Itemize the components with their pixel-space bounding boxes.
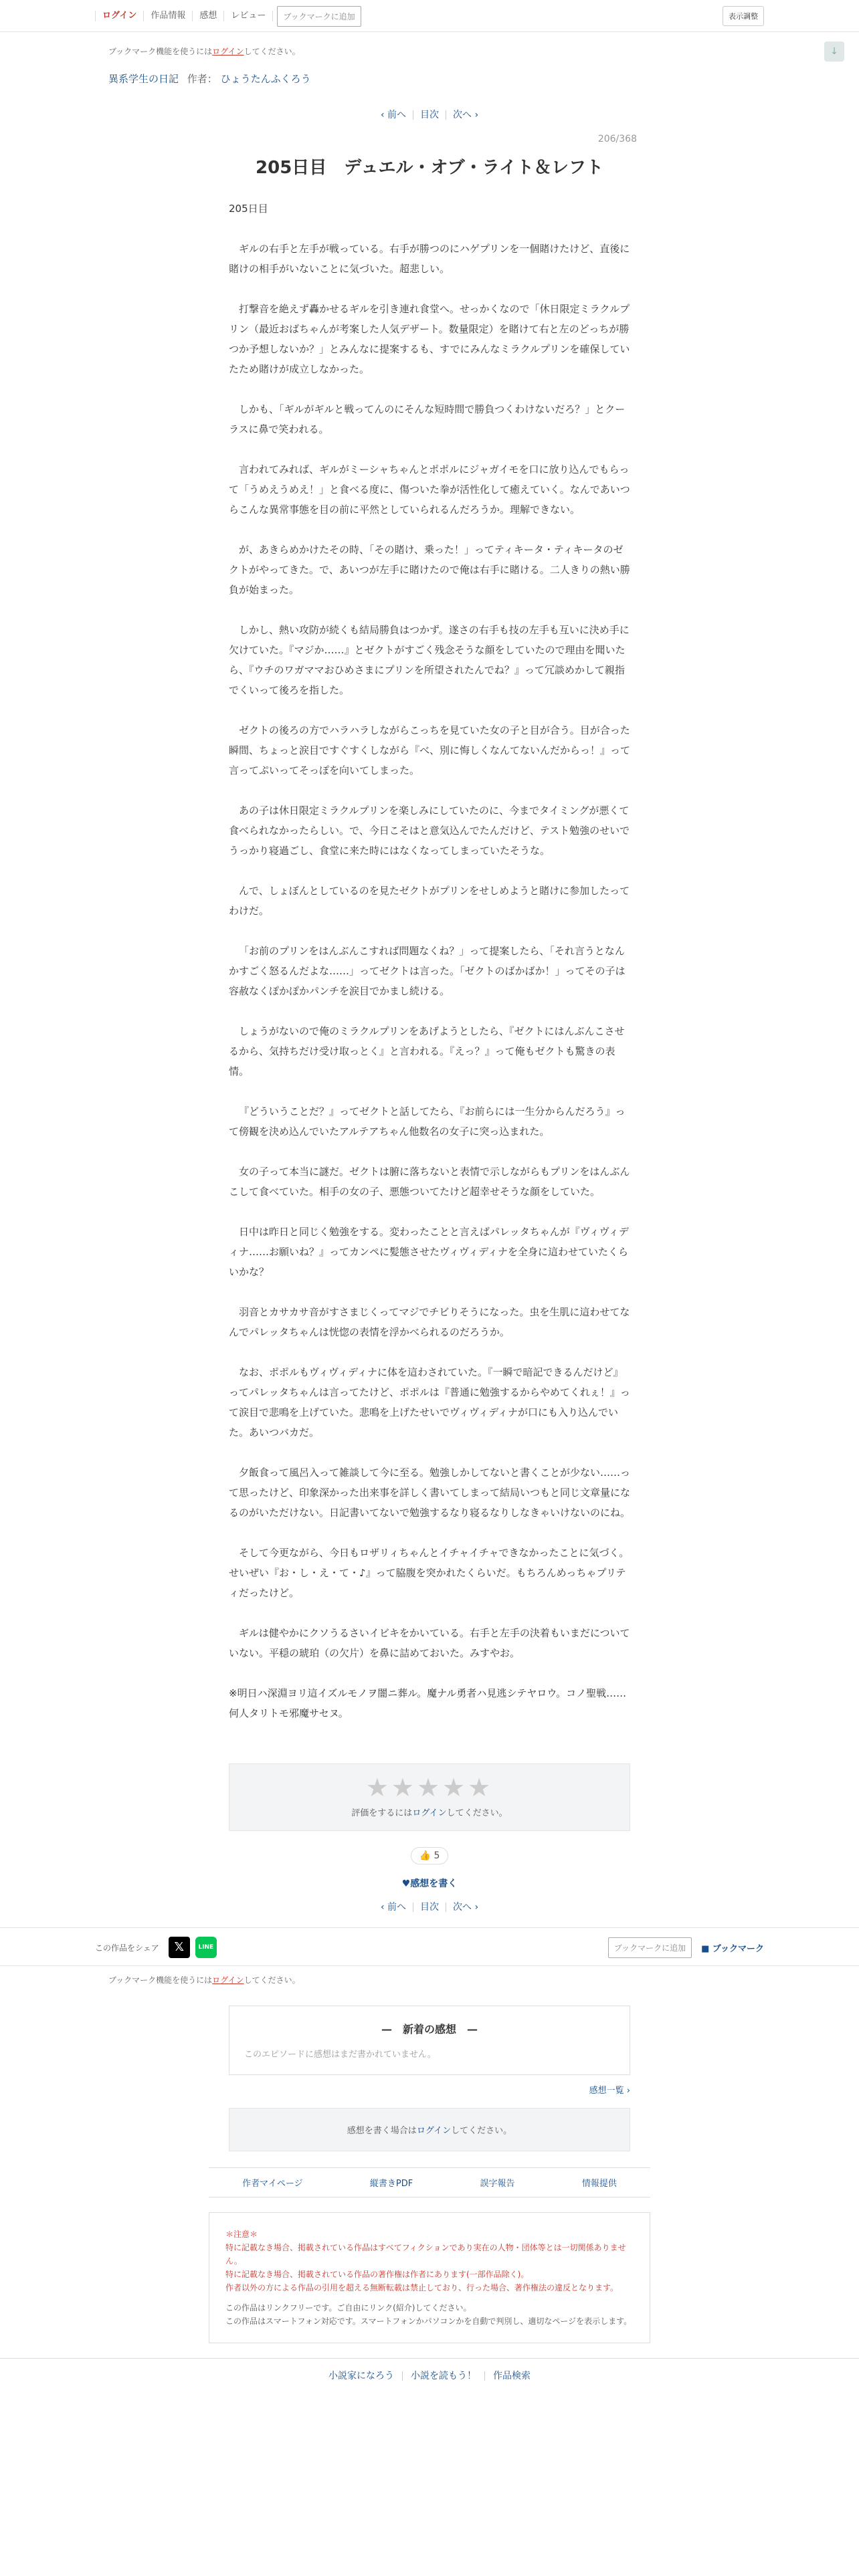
- impression-login-box: 感想を書く場合はログインしてください。: [229, 2108, 630, 2151]
- yomou-link[interactable]: 小説を読もう！: [403, 2371, 485, 2381]
- bottom-navigation: [0, 2358, 859, 2381]
- write-impression-link[interactable]: ♥感想を書く: [401, 1879, 458, 1889]
- search-link[interactable]: 作品検索: [493, 2371, 531, 2381]
- page-number: 206/368: [597, 134, 637, 144]
- paragraph: 打撃音を絶えず轟かせるギルを引き連れ食堂へ。せっかくなので「休日限定ミラクルプリン（最近おばちゃんが考案した人気デザート。数量限定）を賭けて右と左のどっちが勝つか予想しないか？」とみんなに提案するも、すでにみんなミラクルプリンを確保していたため賭けが成立しなかった。: [229, 303, 630, 375]
- paragraph: そして今更ながら、今日もロザリィちゃんとイチャイチャできなかったことに気づく。せいぜい『お・し・え・て・♪』って脇腹を突かれたくらいだ。もちろんめっちゃプリティだったけど。: [229, 1547, 630, 1599]
- narou-link[interactable]: 小説家になろう: [320, 2371, 403, 2381]
- author-link[interactable]: ひょうたんふくろう: [220, 73, 311, 85]
- thumbs-up-icon: 👍: [419, 1850, 432, 1861]
- impression-login-link[interactable]: ログイン: [416, 2126, 452, 2136]
- share-bar: [0, 1927, 859, 1966]
- add-bookmark-button[interactable]: ブックマークに追加: [277, 6, 361, 27]
- bookmark-login-note: ブックマーク機能を使うにはログインしてください。: [108, 47, 300, 56]
- prev-link[interactable]: ‹ 前へ: [374, 110, 413, 120]
- footer-links: [209, 2167, 650, 2197]
- rating-login-note: 評価をするにはログインしてください。: [351, 1808, 508, 1818]
- top-navigation-bar: [0, 0, 859, 32]
- typo-report-link[interactable]: 誤字報告: [480, 2179, 515, 2189]
- paragraph: 日中は昨日と同じく勉強をする。変わったことと言えばパレッタちゃんが『ヴィヴィディナ……お願いね？』ってカンペに髪態させたヴィヴィディナを全身に這わせていたくらいかな？: [229, 1226, 629, 1278]
- prev-link[interactable]: ‹ 前へ: [374, 1903, 413, 1912]
- review-link[interactable]: レビュー: [224, 11, 273, 21]
- rating-box: [229, 1763, 630, 1831]
- login-link[interactable]: ログイン: [95, 11, 144, 21]
- paragraph: 女の子って本当に謎だ。ゼクトは腑に落ちないと表情で示しながらもプリンをはんぶんこして食べていた。相手の女の子、悪態ついてたけど超幸せそうな顔をしていた。: [229, 1166, 630, 1198]
- bookmark-link[interactable]: ■ ブックマーク: [701, 1943, 764, 1954]
- caution-head: ＊注意＊: [225, 2230, 258, 2239]
- paragraph: が、あきらめかけたその時、「その賭け、乗った！」ってティキータ・ティキータのゼクトがやってきた。で、あいつが左手に賭けたので俺は右手に賭ける。二人きりの熱い勝負が始まった。: [229, 544, 630, 596]
- bookmark-login-link[interactable]: ログイン: [212, 47, 244, 56]
- paragraph: しょうがないので俺のミラクルプリンをあげようとしたら、『ゼクトにはんぶんこさせるから、気持ちだけ受け取っとく』と言われる。『えっ？』って俺もゼクトも驚きの表情。: [229, 1025, 625, 1077]
- paragraph: しかも、「ギルがギルと戦ってんのにそんな短時間で勝負つくわけないだろ？」とクーラスに鼻で笑われる。: [229, 403, 626, 435]
- vertical-pdf-link[interactable]: 縦書きPDF: [369, 2179, 413, 2189]
- x-share-icon[interactable]: 𝕏: [169, 1937, 190, 1958]
- rating-login-link[interactable]: ログイン: [412, 1808, 447, 1818]
- paragraph: 言われてみれば、ギルがミーシャちゃんとポポルにジャガイモを口に放り込んでもらって「うめえうめえ！」と食べる度に、傷ついた拳が活性化して癒えていく。なんであいつらこんな異常事態を目の前に平然としていられるんだろうか。理解できない。: [229, 463, 630, 516]
- like-button[interactable]: [411, 1847, 449, 1864]
- add-bookmark-button-2[interactable]: ブックマークに追加: [608, 1937, 692, 1958]
- impressions-list-link[interactable]: 感想一覧 ›: [589, 2086, 630, 2096]
- like-count: 5: [434, 1850, 440, 1861]
- paragraph: ※明日ハ深淵ヨリ這イズルモノヲ闇ニ葬ル。魔ナル勇者ハ見逃シテヤロウ。コノ聖戦……何人タリトモ邪魔サセヌ。: [229, 1687, 627, 1719]
- next-link[interactable]: 次へ ›: [453, 1902, 479, 1913]
- work-info-link[interactable]: 作品情報: [144, 11, 193, 21]
- paragraph: 夕飯食って風呂入って雑談して今に至る。勉強しかしてないと書くことが少ない……って思ったけど、印象深かった出来事を詳しく書いてしまって結局いつもと同じ文章量になるのがいただけない。日記書いてないで勉強するなり寝るなりしなきゃいけないのにね。: [229, 1467, 631, 1519]
- toc-link[interactable]: 目次: [413, 110, 446, 120]
- toc-link[interactable]: 目次: [413, 1903, 446, 1912]
- next-link[interactable]: 次へ ›: [453, 110, 479, 120]
- caution-note: この作品はリンクフリーです。ご自由にリンク(紹介)してください。 この作品はスマートフォン対応です。スマートフォンかパソコンかを自動で判別し、適切なページを表示します。: [225, 2303, 632, 2326]
- bookmark-login-link-2[interactable]: ログイン: [212, 1975, 244, 1985]
- episode-subtitle: 205日目: [229, 203, 268, 215]
- like-area: [0, 1847, 859, 1864]
- paragraph: ゼクトの後ろの方でハラハラしながらこっちを見ていた女の子と目が合う。目が合った瞬間、ちょっと涙目ですぐすくしながら『べ、別に悔しくなんてないんだからっ！』って言ってぷいってそっぽを向いてしまった。: [229, 724, 631, 776]
- author-label: 作者：: [187, 73, 217, 85]
- display-settings-button[interactable]: 表示調整: [723, 6, 764, 26]
- impressions-heading: — 新着の感想 —: [381, 2023, 478, 2036]
- scroll-down-icon[interactable]: ↓: [824, 41, 844, 62]
- caution-line: 特に記載なき場合、掲載されている作品の著作権は作者にあります(一部作品除く)。: [225, 2270, 529, 2279]
- info-provide-link[interactable]: 情報提供: [581, 2179, 617, 2189]
- rating-stars-icon[interactable]: ★★★★★: [365, 1773, 494, 1802]
- novel-body: [229, 199, 630, 1723]
- bookmark-login-note-2: ブックマーク機能を使うにはログインしてください。: [108, 1975, 300, 1985]
- paragraph: ギルは健やかにクソうるさいイビキをかいている。右手と左手の決着もいまだについていない。平穏の琥珀（の欠片）を鼻に詰めておいた。みすやお。: [229, 1627, 630, 1659]
- pager-top: [0, 110, 859, 120]
- caution-box: [209, 2212, 650, 2343]
- share-label: この作品をシェア: [95, 1943, 159, 1953]
- chapter-title: 205日目 デュエル・オブ・ライト＆レフト: [256, 158, 603, 178]
- paragraph: んで、しょぼんとしているのを見たゼクトがプリンをせしめようと賭けに参加したってわけだ。: [229, 885, 630, 917]
- caution-line: 特に記載なき場合、掲載されている作品はすべてフィクションであり実在の人物・団体等とは一切関係ありません。: [225, 2243, 626, 2266]
- series-info: [95, 72, 764, 86]
- paragraph: ギルの右手と左手が戦っている。右手が勝つのにハゲプリンを一個賭けたけど、直後に賭けの相手がいないことに気づいた。超悲しい。: [229, 243, 630, 275]
- impressions-link[interactable]: 感想: [193, 11, 224, 21]
- series-title-link[interactable]: 異系学生の日記: [108, 73, 179, 85]
- new-impressions-box: [229, 2006, 630, 2075]
- author-mypage-link[interactable]: 作者マイページ: [242, 2179, 303, 2189]
- paragraphs: [229, 239, 630, 1723]
- line-share-icon[interactable]: LINE: [195, 1937, 217, 1958]
- paragraph: しかし、熱い攻防が続くも結局勝負はつかず。遂さの右手も技の左手も互いに決め手に欠けていた。『マジか……』とゼクトがすごく残念そうな顔をしていたので理由を聞いたら、『ウチのワガママおひめさまにプリンを所望されたんでね？』って冗談めかして親指でくいって後ろを指した。: [229, 624, 630, 696]
- paragraph: 「お前のプリンをはんぶんこすれば問題なくね？」って提案したら、「それ言うとなんかすごく怒るんだよな……」ってゼクトは言った。「ゼクトのばかばか！」ってその子は容赦なくぽかぽかパンチを涙目でかまし続ける。: [229, 945, 626, 997]
- pager-bottom: [0, 1902, 859, 1913]
- caution-line: 作者以外の方による作品の引用を超える無断転載は禁止しており、行った場合、著作権法の違反となります。: [225, 2283, 619, 2292]
- paragraph: なお、ポポルもヴィヴィディナに体を這わされていた。『一瞬で暗記できるんだけど』ってパレッタちゃんは言ってたけど、ポポルは『普通に勉強するからやめてくれぇ！』って涙目で悲鳴を上げていた。悲鳴を上げたせいでヴィヴィディナが口にも入り込んでいた。あいつバカだ。: [229, 1366, 630, 1438]
- paragraph: あの子は休日限定ミラクルプリンを楽しみにしていたのに、今までタイミングが悪くて食べられなかったらしい。で、今日こそはと意気込んでたんだけど、テスト勉強のせいでうっかり寝過ごし、食堂に来た時にはなくなってしまっていたそうな。: [229, 804, 630, 857]
- impressions-empty-text: このエピソードに感想はまだ書かれていません。: [244, 2050, 436, 2060]
- paragraph: 『どういうことだ？』ってゼクトと話してたら、『お前らには一生分からんだろう』って傍観を決め込んでいたアルテアちゃん他数名の女子に突っ込まれた。: [229, 1105, 626, 1138]
- paragraph: 羽音とカサカサ音がすさまじくってマジでチビりそうになった。虫を生肌に這わせてなんでパレッタちゃんは恍惚の表情を浮かべられるのだろうか。: [229, 1306, 630, 1338]
